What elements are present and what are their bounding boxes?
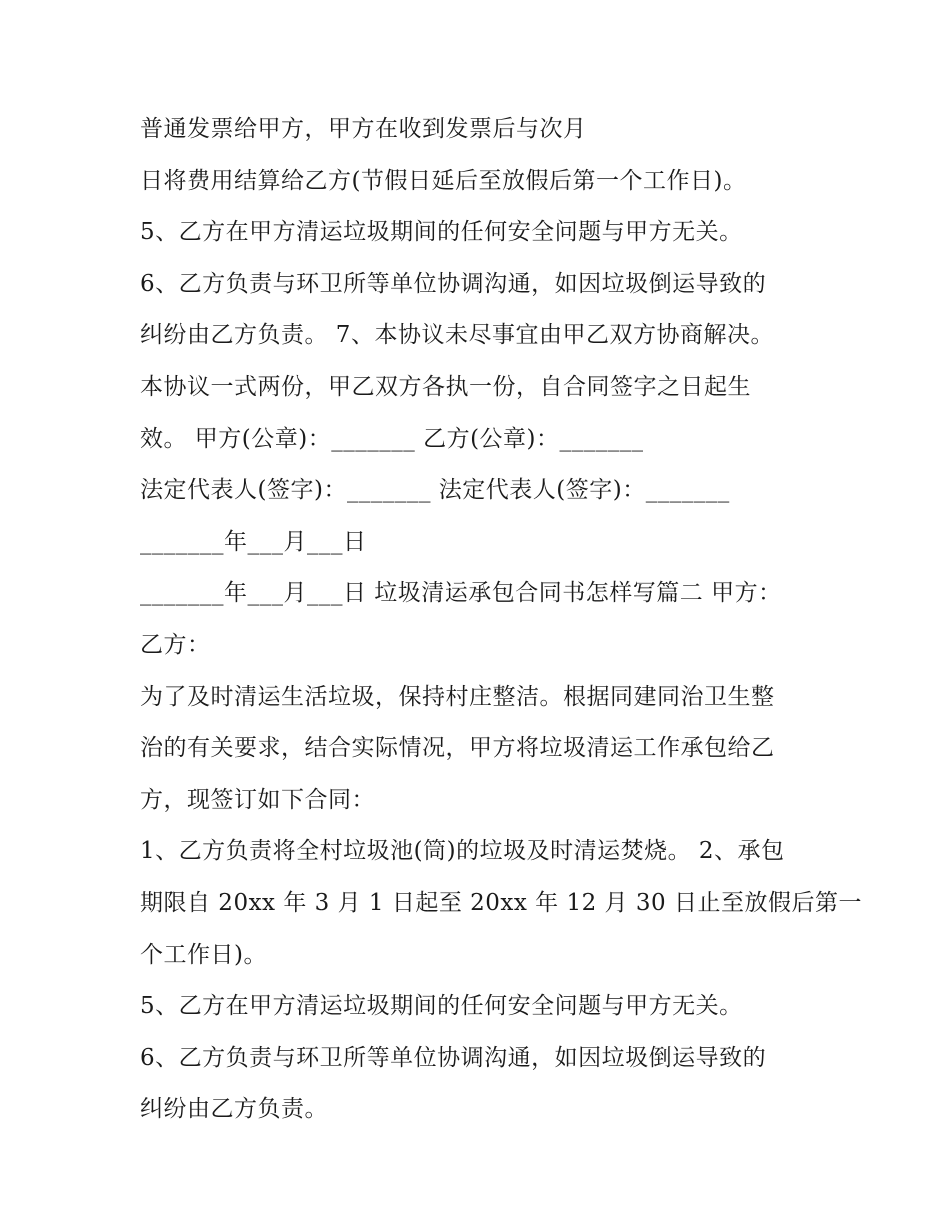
text-line: 本协议一式两份，甲乙双方各执一份，自合同签字之日起生 [140,373,751,400]
text-line: 5、乙方在甲方清运垃圾期间的任何安全问题与甲方无关。 [140,993,743,1020]
signature-line: 法定代表人(签字)：_______ 法定代表人(签字)：_______ [140,477,730,504]
date-line: _______年___月___日 [140,528,367,555]
text-line: 期限自 20xx 年 3 月 1 日起至 20xx 年 12 月 30 日止至放假后第一 [140,889,862,916]
text-line: 日将费用结算给乙方(节假日延后至放假后第一个工作日)。 [140,167,747,194]
text-line: 6、乙方负责与环卫所等单位协调沟通，如因垃圾倒运导致的 [140,1044,767,1071]
text-line: 个工作日)。 [140,941,267,968]
text-line: 纠纷由乙方负责。 [140,1096,328,1123]
text-line: 治的有关要求，结合实际情况，甲方将垃圾清运工作承包给乙 [140,735,775,762]
text-line: 5、乙方在甲方清运垃圾期间的任何安全问题与甲方无关。 [140,219,743,246]
date-line: _______年___月___日 垃圾清运承包合同书怎样写篇二 甲方： [140,580,782,607]
text-line: 方，现签订如下合同： [140,786,375,813]
text-line: 1、乙方负责将全村垃圾池(筒)的垃圾及时清运焚烧。 2、承包 [140,838,785,865]
signature-line: 效。 甲方(公章)：_______ 乙方(公章)：_______ [140,425,644,452]
document-body [140,104,862,1136]
text-line: 为了及时清运生活垃圾，保持村庄整洁。根据同建同治卫生整 [140,683,775,710]
text-line: 6、乙方负责与环卫所等单位协调沟通，如因垃圾倒运导致的 [140,270,767,297]
text-line: 纠纷由乙方负责。 7、本协议未尽事宜由甲乙双方协商解决。 [140,322,774,349]
text-line: 普通发票给甲方，甲方在收到发票后与次月 [140,116,587,142]
party-line: 乙方： [140,631,211,658]
